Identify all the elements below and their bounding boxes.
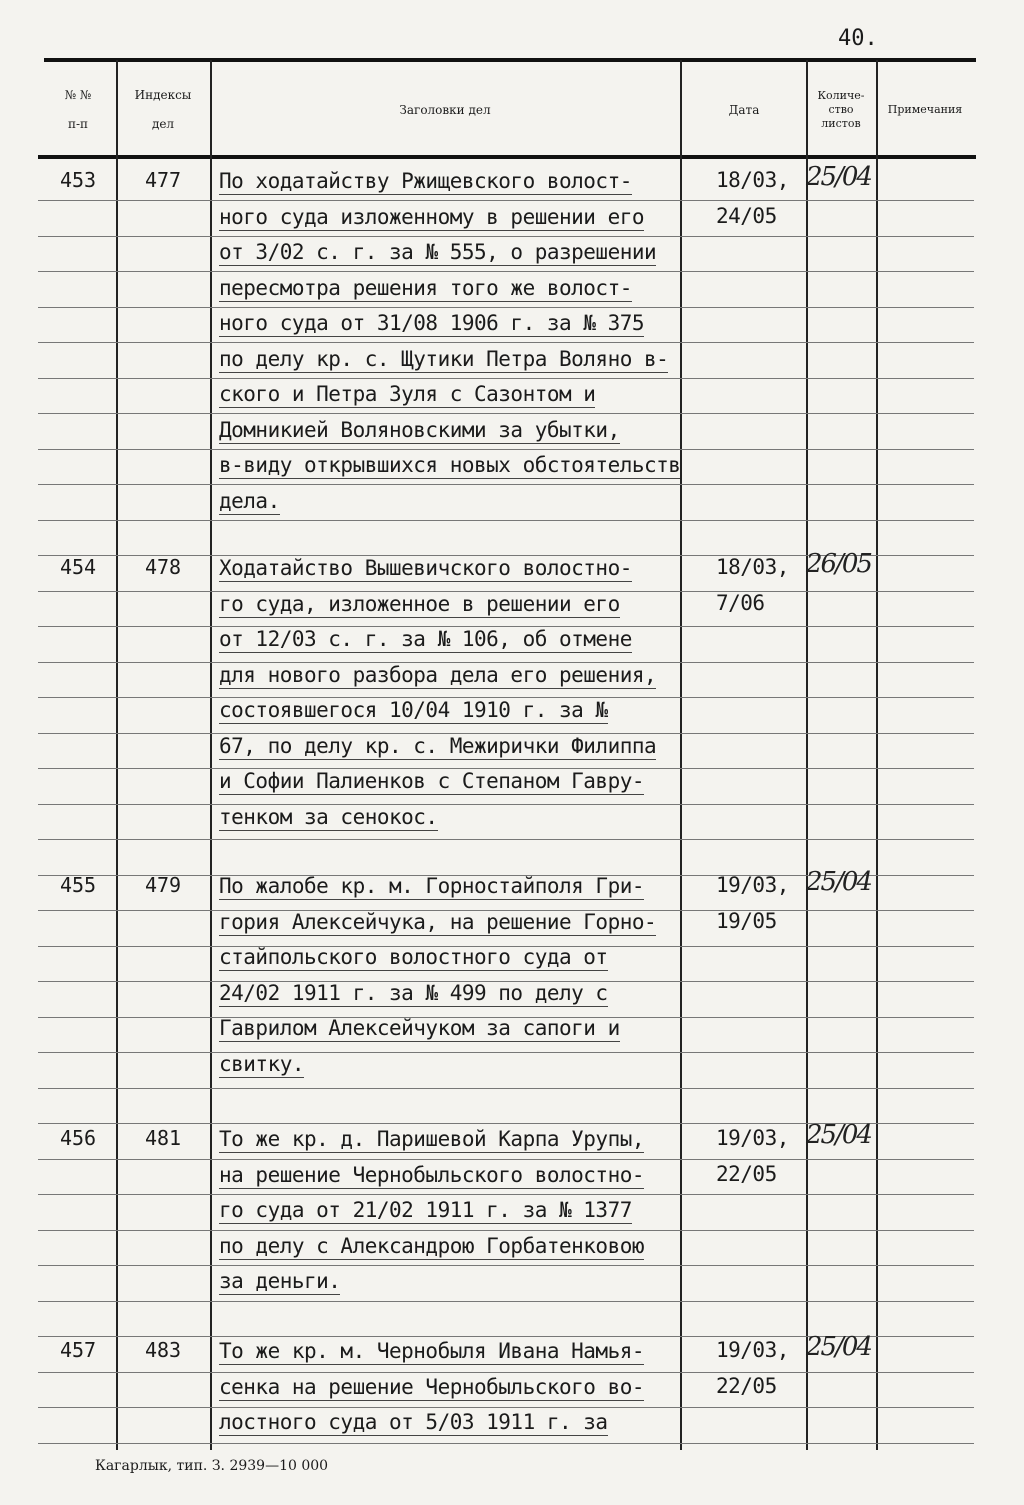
title-line: от 12/03 с. г. за № 106, об отмене (219, 627, 632, 651)
ruled-line (38, 271, 974, 272)
title-line: Ходатайство Вышевичского волостно- (219, 556, 632, 580)
title-line: в-виду открывшихся новых обстоятельств (219, 453, 681, 477)
ruled-line (38, 449, 974, 450)
row-index: 478 (144, 555, 182, 579)
title-line: ного суда изложенному в решении его (219, 205, 645, 229)
date-value: 19/03, (716, 1338, 789, 1362)
ruled-line (38, 484, 974, 485)
date-value: 18/03, (716, 555, 789, 579)
header-col-sheets: Количе- ство листов (817, 89, 865, 130)
ruled-line (38, 342, 974, 343)
title-line: для нового разбора дела его решения, (219, 663, 657, 687)
title-line: го суда от 21/02 1911 г. за № 1377 (219, 1198, 632, 1222)
column-divider (116, 60, 118, 1450)
row-index: 481 (144, 1126, 182, 1150)
title-line: за деньги. (219, 1269, 341, 1293)
ruled-line (38, 1301, 974, 1302)
sheet-count: 25/04 (806, 1120, 871, 1150)
header-col-title: Заголовки дел (399, 102, 491, 117)
title-line: ского и Петра Зуля с Сазонтом и (219, 382, 596, 406)
ruled-line (38, 520, 974, 521)
title-line: Гаврилом Алексейчуком за сапоги и (219, 1016, 620, 1040)
title-line: Домникией Воляновскими за убытки, (219, 418, 620, 442)
header-col-num: № № п-п (64, 88, 92, 131)
title-line: тенком за сенокос. (219, 805, 438, 829)
title-line: на решение Чернобыльского волостно- (219, 1163, 645, 1187)
column-divider (876, 60, 878, 1450)
row-number: 456 (59, 1126, 97, 1150)
ruled-line (38, 1230, 974, 1231)
header-col-date: Дата (728, 102, 760, 117)
ruled-line (38, 1265, 974, 1266)
row-index: 479 (144, 873, 182, 897)
title-line: По жалобе кр. м. Горностайполя Гри- (219, 874, 645, 898)
title-line: по делу кр. с. Щутики Петра Воляно в- (219, 347, 669, 371)
title-line: То же кр. м. Чернобыля Ивана Намья- (219, 1339, 645, 1363)
ruled-line (38, 804, 974, 805)
title-line: 24/02 1911 г. за № 499 по делу с (219, 981, 608, 1005)
title-line: пересмотра решения того же волост- (219, 276, 632, 300)
title-line: и Софии Палиенков с Степаном Гавру- (219, 769, 645, 793)
title-line: По ходатайству Ржищевского волост- (219, 169, 632, 193)
ruled-line (38, 236, 974, 237)
date-value: 19/03, (716, 873, 789, 897)
ruled-line (38, 1372, 974, 1373)
title-line: по делу с Александрою Горбатенковою (219, 1234, 645, 1258)
date-value: 19/05 (716, 909, 777, 933)
sheet-count: 25/04 (806, 867, 871, 897)
column-divider (806, 60, 808, 1450)
row-number: 453 (59, 168, 97, 192)
top-rule (44, 58, 976, 62)
title-line: ного суда от 31/08 1906 г. за № 375 (219, 311, 645, 335)
printer-footer: Кагарлык, тип. З. 2939—10 000 (95, 1458, 329, 1474)
row-index: 477 (144, 168, 182, 192)
row-number: 455 (59, 873, 97, 897)
row-index: 483 (144, 1338, 182, 1362)
title-line: стайпольского волостного суда от (219, 945, 608, 969)
column-divider (680, 60, 682, 1450)
title-line: от 3/02 с. г. за № 555, о разрешении (219, 240, 657, 264)
title-line: свитку. (219, 1052, 305, 1076)
header-bottom-rule (38, 155, 976, 159)
row-number: 457 (59, 1338, 97, 1362)
title-line: сенка на решение Чернобыльского во- (219, 1375, 645, 1399)
sheet-count: 25/04 (806, 162, 871, 192)
ruled-line (38, 200, 974, 201)
ruled-line (38, 378, 974, 379)
ruled-line (38, 1159, 974, 1160)
ruled-line (38, 307, 974, 308)
row-number: 454 (59, 555, 97, 579)
date-value: 22/05 (716, 1162, 777, 1186)
title-line: гория Алексейчука, на решение Горно- (219, 910, 657, 934)
ruled-line (38, 1088, 974, 1089)
sheet-count: 26/05 (806, 549, 871, 579)
date-value: 7/06 (716, 591, 765, 615)
title-line: лостного суда от 5/03 1911 г. за (219, 1410, 608, 1434)
title-line: 67, по делу кр. с. Межирички Филиппа (219, 734, 657, 758)
title-line: То же кр. д. Паришевой Карпа Урупы, (219, 1127, 645, 1151)
ruled-line (38, 1443, 974, 1444)
title-line: дела. (219, 489, 280, 513)
ruled-line (38, 413, 974, 414)
column-divider (210, 60, 212, 1450)
page-number: 40. (838, 26, 878, 51)
date-value: 22/05 (716, 1374, 777, 1398)
sheet-count: 25/04 (806, 1332, 871, 1362)
date-value: 18/03, (716, 168, 789, 192)
title-line: состоявшегося 10/04 1910 г. за № (219, 698, 608, 722)
ruled-line (38, 1407, 974, 1408)
date-value: 19/03, (716, 1126, 789, 1150)
header-col-notes: Примечания (887, 103, 963, 117)
ruled-line (38, 1052, 974, 1053)
header-col-index: Индексы дел (134, 88, 192, 131)
title-line: го суда, изложенное в решении его (219, 592, 620, 616)
date-value: 24/05 (716, 204, 777, 228)
ruled-line (38, 839, 974, 840)
ruled-line (38, 1194, 974, 1195)
